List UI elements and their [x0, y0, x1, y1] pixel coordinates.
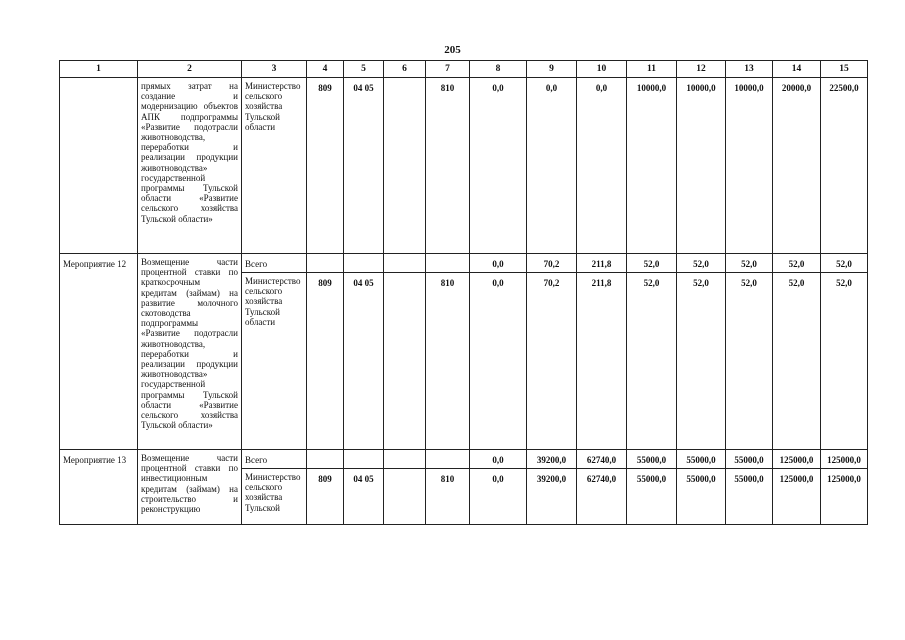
code-cell: [384, 78, 426, 254]
table-row: [60, 78, 868, 254]
header-cell: 4: [307, 61, 344, 78]
org-cell: Министерство сельского хозяйства Тульской области: [242, 273, 307, 450]
value-cell: 52,0: [726, 273, 773, 450]
value-cell: 52,0: [821, 273, 868, 450]
code-cell: [344, 450, 384, 469]
header-cell: 7: [426, 61, 470, 78]
code-cell: 04 05: [344, 469, 384, 525]
total-label: Всего: [242, 254, 307, 273]
header-cell: 12: [677, 61, 726, 78]
code-cell: [384, 273, 426, 450]
total-value-cell: 52,0: [773, 254, 821, 273]
value-cell: 55000,0: [627, 469, 677, 525]
total-value-cell: 125000,0: [773, 450, 821, 469]
code-cell: [307, 254, 344, 273]
value-cell: 0,0: [577, 78, 627, 254]
total-label: Всего: [242, 450, 307, 469]
total-value-cell: 211,8: [577, 254, 627, 273]
measure-label: Мероприятие 13: [60, 450, 138, 525]
value-cell: 52,0: [773, 273, 821, 450]
page-number: 205: [444, 44, 461, 56]
header-cell: 5: [344, 61, 384, 78]
header-cell: 9: [527, 61, 577, 78]
value-cell: 55000,0: [677, 469, 726, 525]
value-cell: 0,0: [470, 273, 527, 450]
total-value-cell: 55000,0: [627, 450, 677, 469]
label-cell: [60, 78, 138, 254]
value-cell: 70,2: [527, 273, 577, 450]
value-cell: 52,0: [677, 273, 726, 450]
value-cell: 22500,0: [821, 78, 868, 254]
total-value-cell: 0,0: [470, 450, 527, 469]
code-cell: [426, 254, 470, 273]
total-value-cell: 0,0: [470, 254, 527, 273]
header-cell: 3: [242, 61, 307, 78]
value-cell: 10000,0: [726, 78, 773, 254]
code-cell: [344, 254, 384, 273]
header-cell: 10: [577, 61, 627, 78]
header-cell: 8: [470, 61, 527, 78]
budget-table: [59, 60, 868, 525]
header-cell: 15: [821, 61, 868, 78]
total-value-cell: 62740,0: [577, 450, 627, 469]
code-cell: 809: [307, 78, 344, 254]
org-cell: Министерство сельского хозяйства Тульской: [242, 469, 307, 525]
total-value-cell: 55000,0: [677, 450, 726, 469]
code-cell: [384, 254, 426, 273]
code-cell: 810: [426, 469, 470, 525]
code-cell: [384, 450, 426, 469]
measure-label: Мероприятие 12: [60, 254, 138, 450]
description-cell: Возмещение части процентной ставки по инвестиционным кредитам (займам) на строительство и реконструкцию: [138, 450, 242, 525]
value-cell: 0,0: [470, 78, 527, 254]
header-cell: 13: [726, 61, 773, 78]
code-cell: 810: [426, 78, 470, 254]
code-cell: 04 05: [344, 273, 384, 450]
value-cell: 125000,0: [821, 469, 868, 525]
code-cell: 04 05: [344, 78, 384, 254]
value-cell: 55000,0: [726, 469, 773, 525]
value-cell: 10000,0: [677, 78, 726, 254]
code-cell: [426, 450, 470, 469]
total-value-cell: 39200,0: [527, 450, 577, 469]
value-cell: 10000,0: [627, 78, 677, 254]
code-cell: [384, 469, 426, 525]
description-cell: прямых затрат на создание и модернизацию объектов АПК подпрограммы «Развитие подотрасли животноводства, переработки и реализации продукции животноводства» государственной программы Тульской области «Развитие сельского хозяйства Тульской области»: [138, 78, 242, 254]
code-cell: 810: [426, 273, 470, 450]
value-cell: 0,0: [470, 469, 527, 525]
total-value-cell: 52,0: [627, 254, 677, 273]
total-value-cell: 70,2: [527, 254, 577, 273]
value-cell: 39200,0: [527, 469, 577, 525]
value-cell: 62740,0: [577, 469, 627, 525]
value-cell: 0,0: [527, 78, 577, 254]
total-value-cell: 125000,0: [821, 450, 868, 469]
value-cell: 20000,0: [773, 78, 821, 254]
table-row: [60, 450, 868, 469]
code-cell: 809: [307, 273, 344, 450]
total-value-cell: 52,0: [821, 254, 868, 273]
org-cell: Министерство сельского хозяйства Тульской области: [242, 78, 307, 254]
description-cell: Возмещение части процентной ставки по краткосрочным кредитам (займам) на развитие молочного скотоводства подпрограммы «Развитие подотрасли животноводства, переработки и реализации продукции животноводства» государственной программы Тульской области «Развитие сельского хозяйства Тульской области»: [138, 254, 242, 450]
total-value-cell: 52,0: [726, 254, 773, 273]
value-cell: 125000,0: [773, 469, 821, 525]
header-cell: 2: [138, 61, 242, 78]
code-cell: [307, 450, 344, 469]
header-cell: 11: [627, 61, 677, 78]
table-row: [60, 254, 868, 273]
code-cell: 809: [307, 469, 344, 525]
total-value-cell: 55000,0: [726, 450, 773, 469]
value-cell: 52,0: [627, 273, 677, 450]
header-cell: 1: [60, 61, 138, 78]
total-value-cell: 52,0: [677, 254, 726, 273]
value-cell: 211,8: [577, 273, 627, 450]
header-cell: 6: [384, 61, 426, 78]
header-row: [60, 61, 868, 78]
header-cell: 14: [773, 61, 821, 78]
